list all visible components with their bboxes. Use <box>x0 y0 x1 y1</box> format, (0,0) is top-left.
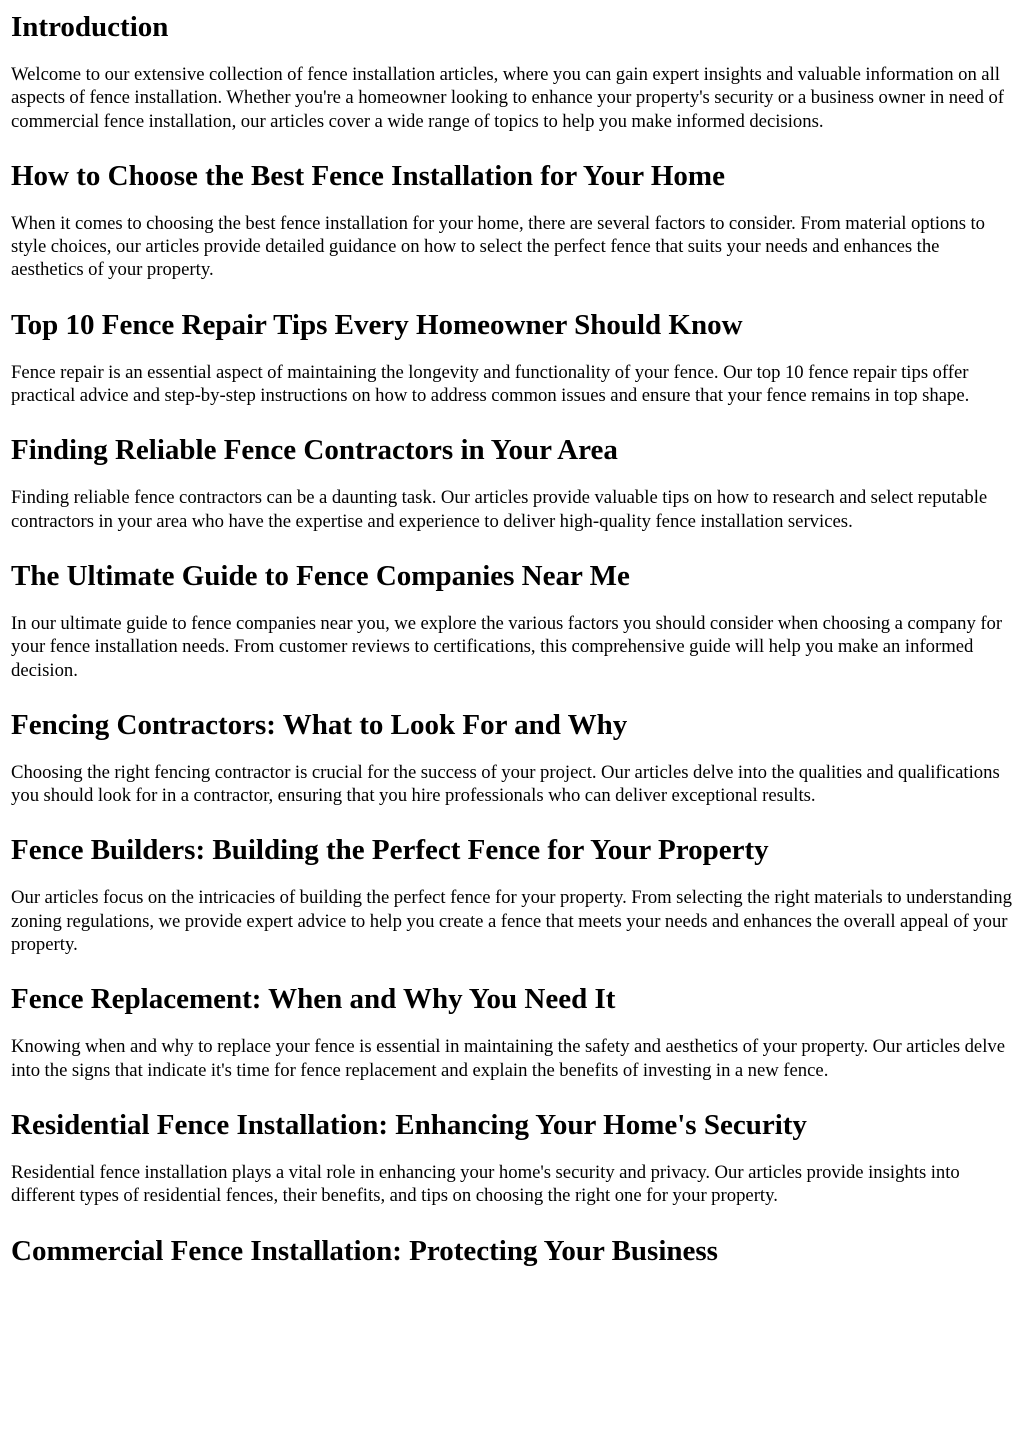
section-paragraph: When it comes to choosing the best fence installation for your home, there are several factors to consider. From material options to style choices, our articles provide detailed guidance on how to select the perfect fence that suits your needs and enhances the aesthetics of your property. <box>11 212 986 281</box>
section-paragraph: Fence repair is an essential aspect of maintaining the longevity and functionality of your fence. Our top 10 fence repair tips offer practical advice and step-by-step instructions on how to address common issues and ensure that your fence remains in top shape. <box>11 361 970 407</box>
section-fence-builders <box>11 831 1013 956</box>
section-paragraph: Choosing the right fencing contractor is crucial for the success of your project. Our articles delve into the qualities and qualifications you should look for in a contractor, ensuring that you hire professionals who can deliver exceptional results. <box>11 761 1000 807</box>
section-paragraph: Our articles focus on the intricacies of building the perfect fence for your property. From selecting the right materials to understanding zoning regulations, we provide expert advice to help you create a fence that meets your needs and enhances the overall appeal of your property. <box>11 887 1012 956</box>
section-paragraph: In our ultimate guide to fence companies near you, we explore the various factors you should consider when choosing a company for your fence installation needs. From customer reviews to certifications, this comprehensive guide will help you make an informed decision. <box>11 612 1003 681</box>
section-paragraph: Residential fence installation plays a vital role in enhancing your home's security and privacy. Our articles provide insights into different types of residential fences, their benefits, and tips on choosing the right one for your property. <box>11 1161 960 1207</box>
section-repair-tips <box>11 306 1013 408</box>
section-paragraph: Finding reliable fence contractors can be a daunting task. Our articles provide valuable tips on how to research and select reputable contractors in your area who have the expertise and experience to deliver high-quality fence installation services. <box>11 487 988 532</box>
section-heading: Introduction <box>11 11 169 43</box>
section-paragraph: Knowing when and why to replace your fence is essential in maintaining the safety and aesthetics of your property. Our articles delve into the signs that indicate it's time for fence replacement and explain the benefits of investing in a new fence. <box>11 1036 1006 1081</box>
section-heading: The Ultimate Guide to Fence Companies Near Me <box>11 559 630 592</box>
section-fencing-contractors <box>11 706 1013 808</box>
section-residential-installation <box>11 1106 1013 1208</box>
section-heading: Fence Replacement: When and Why You Need It <box>11 983 616 1016</box>
section-introduction <box>11 8 1013 133</box>
section-heading: Fence Builders: Building the Perfect Fence for Your Property <box>11 834 769 867</box>
section-ultimate-guide <box>11 557 1013 682</box>
section-heading: Residential Fence Installation: Enhancing Your Home's Security <box>11 1108 807 1141</box>
section-commercial-installation <box>11 1232 1013 1270</box>
section-heading: Finding Reliable Fence Contractors in Your Area <box>11 434 618 467</box>
section-fence-replacement <box>11 980 1013 1082</box>
section-paragraph: Welcome to our extensive collection of fence installation articles, where you can gain expert insights and valuable information on all aspects of fence installation. Whether you're a homeowner looking to enhance your property's security or a business owner in need of commercial fence installation, our articles cover a wide range of topics to help you make informed decisions. <box>11 64 1005 132</box>
section-heading: Top 10 Fence Repair Tips Every Homeowner Should Know <box>11 308 743 341</box>
section-heading: Commercial Fence Installation: Protecting Your Business <box>11 1234 718 1267</box>
section-heading: Fencing Contractors: What to Look For and Why <box>11 708 628 741</box>
section-reliable-contractors <box>11 431 1013 533</box>
section-heading: How to Choose the Best Fence Installation for Your Home <box>11 159 725 192</box>
section-choose-best-fence <box>11 157 1013 282</box>
